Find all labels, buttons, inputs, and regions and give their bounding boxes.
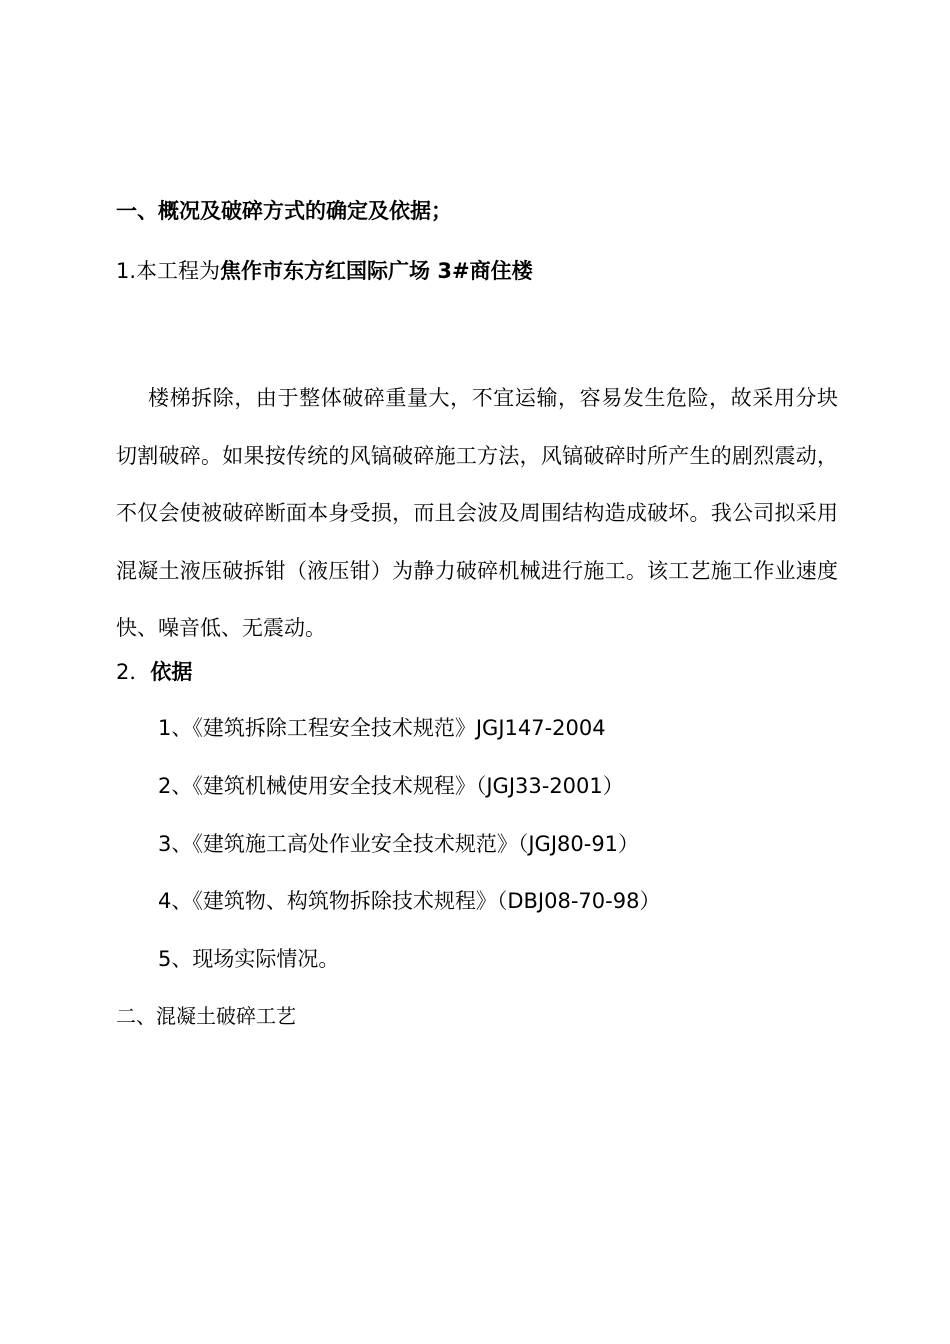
basis-prefix: 2．	[116, 660, 151, 684]
section2-heading: 二、混凝土破碎工艺	[116, 1004, 296, 1028]
basis-label: 依据	[150, 660, 193, 684]
reference-item: 4、《建筑物、构筑物拆除技术规程》（DBJ08-70-98）	[158, 889, 661, 913]
project-prefix: 1.本工程为	[116, 259, 221, 283]
reference-item: 1、《建筑拆除工程安全技术规范》JGJ147-2004	[158, 716, 606, 740]
reference-item: 2、《建筑机械使用安全技术规程》（JGJ33-2001）	[158, 774, 624, 798]
reference-item: 5、现场实际情况。	[158, 947, 340, 971]
project-name: 焦作市东方红国际广场 3#商住楼	[220, 259, 533, 283]
body-paragraph: 楼梯拆除，由于整体破碎重量大，不宜运输，容易发生危险，故采用分块切割破碎。如果按传统的风镐破碎施工方法，风镐破碎时所产生的剧烈震动，不仅会使被破碎断面本身受损，而且会波及周围结构造成破坏。我公司拟采用混凝土液压破拆钳（液压钳）为静力破碎机械进行施工。该工艺施工作业速度快、噪音低、无震动。	[116, 386, 838, 640]
basis-line	[116, 657, 192, 687]
reference-item: 3、《建筑施工高处作业安全技术规范》（JGJ80-91）	[158, 832, 640, 856]
section1-heading: 一、概况及破碎方式的确定及依据；	[116, 199, 452, 223]
project-line	[116, 256, 533, 286]
